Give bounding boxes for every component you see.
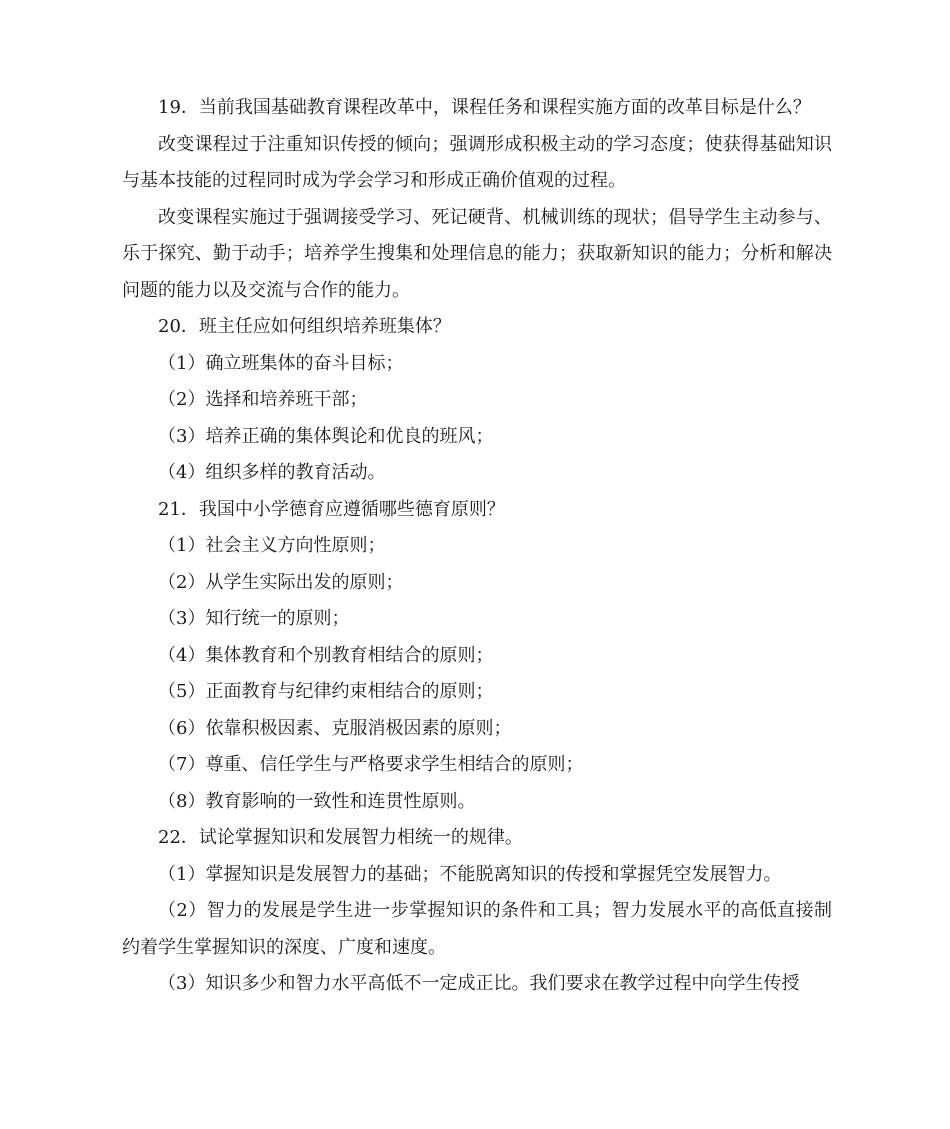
answer-21-item-8: （8）教育影响的一致性和连贯性原则。 (158, 790, 476, 812)
answer-21-item-1: （1）社会主义方向性原则； (158, 535, 386, 556)
answer-22-item-1: （1）掌握知识是发展智力的基础；不能脱离知识的传授和掌握凭空发展智力。 (158, 863, 782, 885)
answer-20-item-3: （3）培养正确的集体舆论和优良的班风； (158, 425, 494, 447)
question-19-heading: 19．当前我国基础教育课程改革中，课程任务和课程实施方面的改革目标是什么？ (158, 97, 811, 118)
answer-21-item-6: （6）依靠积极因素、克服消极因素的原则； (158, 717, 512, 739)
question-20-heading: 20．班主任应如何组织培养班集体？ (158, 316, 451, 337)
answer-21-item-2: （2）从学生实际出发的原则； (158, 571, 404, 593)
answer-19-paragraph-1: 改变课程过于注重知识传授的倾向；强调形成积极主动的学习态度；使获得基础知识与基本技能的过程同时成为学会学习和形成正确价值观的过程。 (122, 133, 832, 191)
answer-20-item-2: （2）选择和培养班干部； (158, 389, 368, 410)
answer-20-item-1: （1）确立班集体的奋斗目标； (158, 352, 404, 374)
question-22-heading: 22．试论掌握知识和发展智力相统一的规律。 (158, 827, 523, 848)
answer-22-item-2: （2）智力的发展是学生进一步掌握知识的条件和工具；智力发展水平的高低直接制约着学生掌握知识的深度、广度和速度。 (122, 900, 832, 958)
answer-19-paragraph-2: 改变课程实施过于强调接受学习、死记硬背、机械训练的现状；倡导学生主动参与、乐于探究、勤于动手；培养学生搜集和处理信息的能力；获取新知识的能力；分析和解决问题的能力以及交流与合作的能力。 (122, 206, 832, 301)
answer-21-item-7: （7）尊重、信任学生与严格要求学生相结合的原则； (158, 754, 584, 775)
answer-20-item-4: （4）组织多样的教育活动。 (158, 462, 386, 483)
question-21-heading: 21．我国中小学德育应遵循哪些德育原则？ (158, 498, 505, 520)
answer-21-item-4: （4）集体教育和个别教育相结合的原则； (158, 644, 494, 666)
document-body (122, 90, 832, 1003)
answer-22-item-3: （3）知识多少和智力水平高低不一定成正比。我们要求在教学过程中向学生传授 (158, 973, 800, 994)
answer-21-item-3: （3）知行统一的原则； (158, 608, 350, 629)
answer-21-item-5: （5）正面教育与纪律约束相结合的原则； (158, 681, 494, 702)
